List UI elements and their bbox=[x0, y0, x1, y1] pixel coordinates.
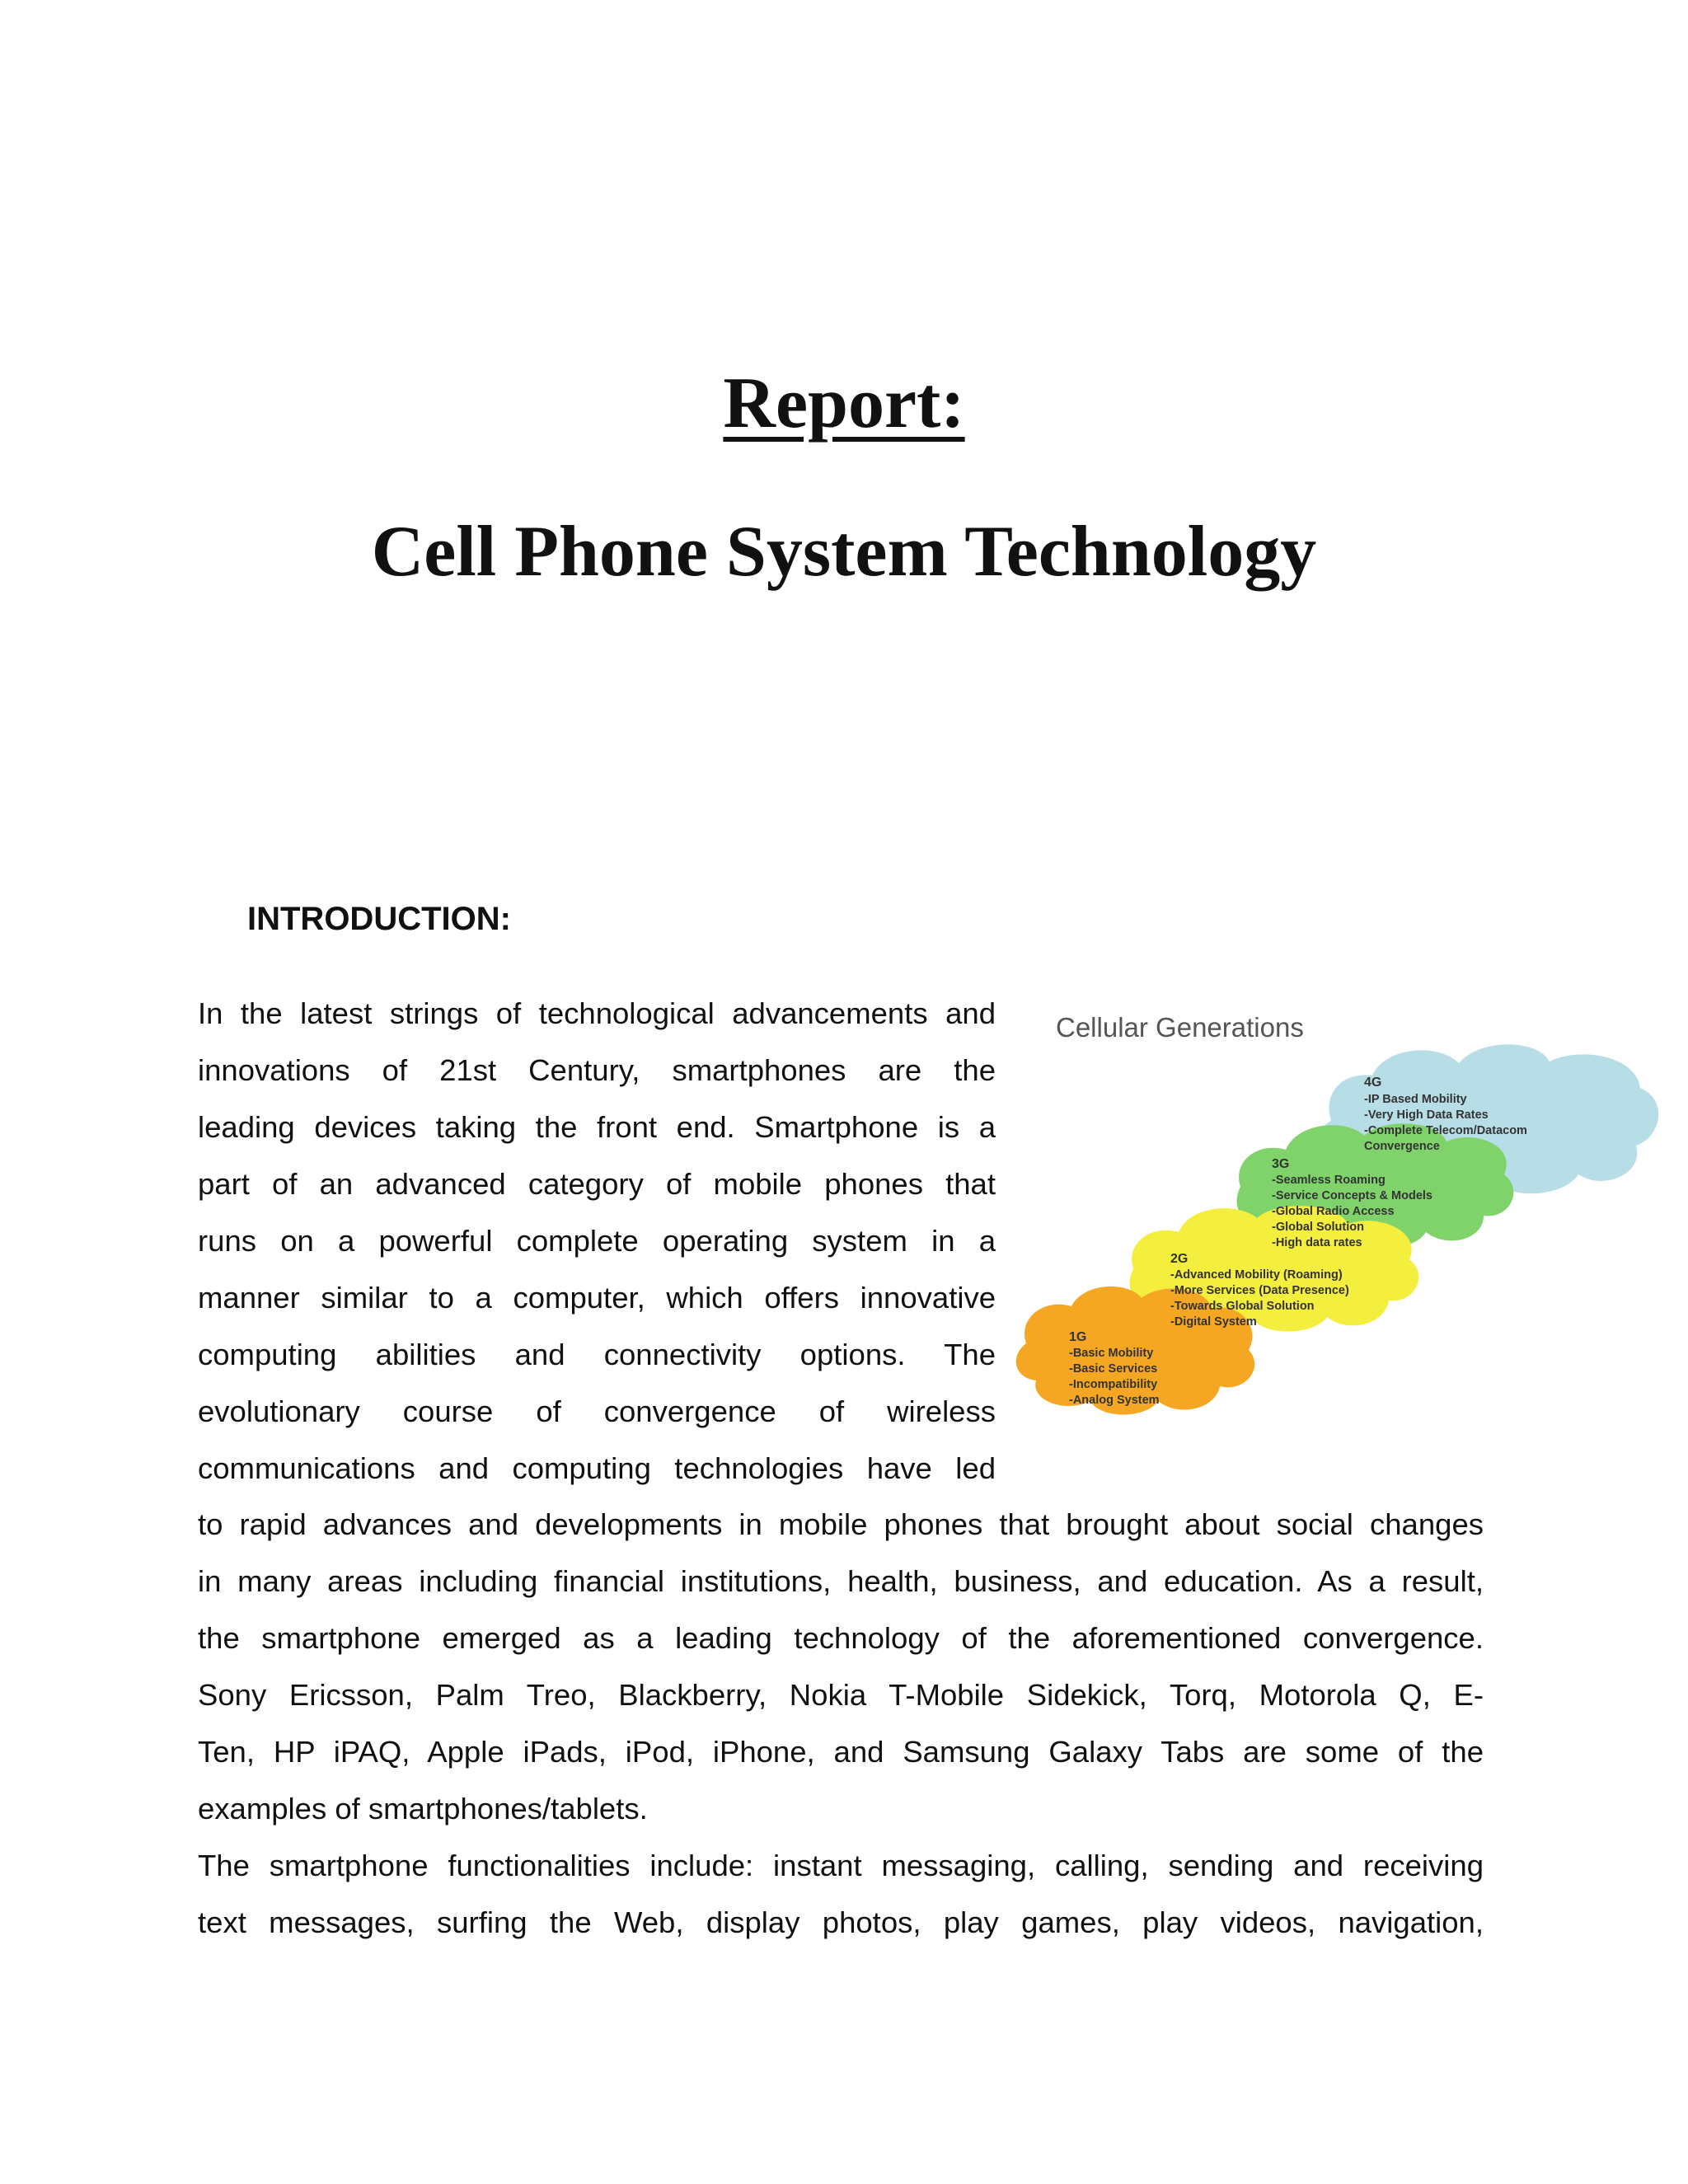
cellular-generations-diagram bbox=[1010, 997, 1669, 1467]
gen-4g-item: -IP Based Mobility bbox=[1364, 1093, 1467, 1106]
text-line: text messages, surfing the Web, display photos, play games, play videos, navigation, bbox=[198, 1905, 1484, 1939]
intro-paragraph-wide bbox=[198, 1496, 1484, 1951]
text-line: the smartphone emerged as a leading technology of the aforementioned convergence. bbox=[198, 1621, 1484, 1655]
gen-2g-item: -Towards Global Solution bbox=[1170, 1300, 1315, 1313]
gen-3g-item: -Global Radio Access bbox=[1272, 1205, 1395, 1218]
text-line: leading devices taking the front end. Smartphone is a bbox=[198, 1110, 996, 1144]
gen-3g-item: -High data rates bbox=[1272, 1236, 1362, 1249]
gen-2g-item: -More Services (Data Presence) bbox=[1170, 1284, 1349, 1297]
text-line: The smartphone functionalities include: instant messaging, calling, sending and receiving bbox=[198, 1849, 1484, 1882]
gen-3g-label: 3G bbox=[1272, 1157, 1290, 1171]
text-line: computing abilities and connectivity options. The bbox=[198, 1338, 996, 1371]
gen-4g-item: -Very High Data Rates bbox=[1364, 1108, 1489, 1122]
text-line: Sony Ericsson, Palm Treo, Blackberry, Nokia T-Mobile Sidekick, Torq, Motorola Q, E- bbox=[198, 1678, 1484, 1712]
intro-paragraph-narrow bbox=[198, 985, 996, 1497]
introduction-heading: INTRODUCTION: bbox=[247, 901, 511, 937]
text-line: runs on a powerful complete operating system in a bbox=[198, 1224, 996, 1258]
text-line: Ten, HP iPAQ, Apple iPads, iPod, iPhone, and Samsung Galaxy Tabs are some of the bbox=[198, 1735, 1484, 1769]
text-line: part of an advanced category of mobile phones that bbox=[198, 1167, 996, 1201]
gen-4g-label: 4G bbox=[1364, 1076, 1382, 1090]
text-line: manner similar to a computer, which offers innovative bbox=[198, 1281, 996, 1315]
text-line: In the latest strings of technological advancements and bbox=[198, 996, 996, 1030]
gen-4g-item: Convergence bbox=[1364, 1140, 1440, 1153]
gen-4g-item: -Complete Telecom/Datacom bbox=[1364, 1124, 1527, 1137]
gen-2g-label: 2G bbox=[1170, 1252, 1189, 1266]
text-line: to rapid advances and developments in mobile phones that brought about social changes bbox=[198, 1507, 1484, 1541]
text-line: in many areas including financial institutions, health, business, and education. As a result, bbox=[198, 1564, 1484, 1598]
text-line: innovations of 21st Century, smartphones are the bbox=[198, 1053, 996, 1087]
gen-1g-item: -Basic Mobility bbox=[1069, 1347, 1154, 1360]
gen-2g-item: -Advanced Mobility (Roaming) bbox=[1170, 1268, 1343, 1282]
figure-title: Cellular Generations bbox=[1056, 1012, 1304, 1043]
gen-3g-item: -Service Concepts & Models bbox=[1272, 1189, 1432, 1202]
gen-1g-label: 1G bbox=[1069, 1330, 1087, 1344]
text-line: evolutionary course of convergence of wireless bbox=[198, 1394, 996, 1428]
gen-3g-item: -Global Solution bbox=[1272, 1221, 1364, 1234]
gen-1g-item: -Analog System bbox=[1069, 1394, 1160, 1407]
report-subtitle: Cell Phone System Technology bbox=[371, 512, 1317, 592]
gen-1g-item: -Basic Services bbox=[1069, 1362, 1158, 1376]
text-line: examples of smartphones/tablets. bbox=[198, 1792, 648, 1825]
gen-1g-item: -Incompatibility bbox=[1069, 1378, 1158, 1391]
text-line: communications and computing technologies have led bbox=[198, 1451, 996, 1485]
cellular-generations-figure bbox=[1010, 997, 1669, 1467]
report-title bbox=[0, 363, 1688, 445]
gen-3g-item: -Seamless Roaming bbox=[1272, 1174, 1386, 1187]
gen-2g-item: -Digital System bbox=[1170, 1315, 1257, 1329]
report-title-text: Report: bbox=[723, 363, 965, 443]
